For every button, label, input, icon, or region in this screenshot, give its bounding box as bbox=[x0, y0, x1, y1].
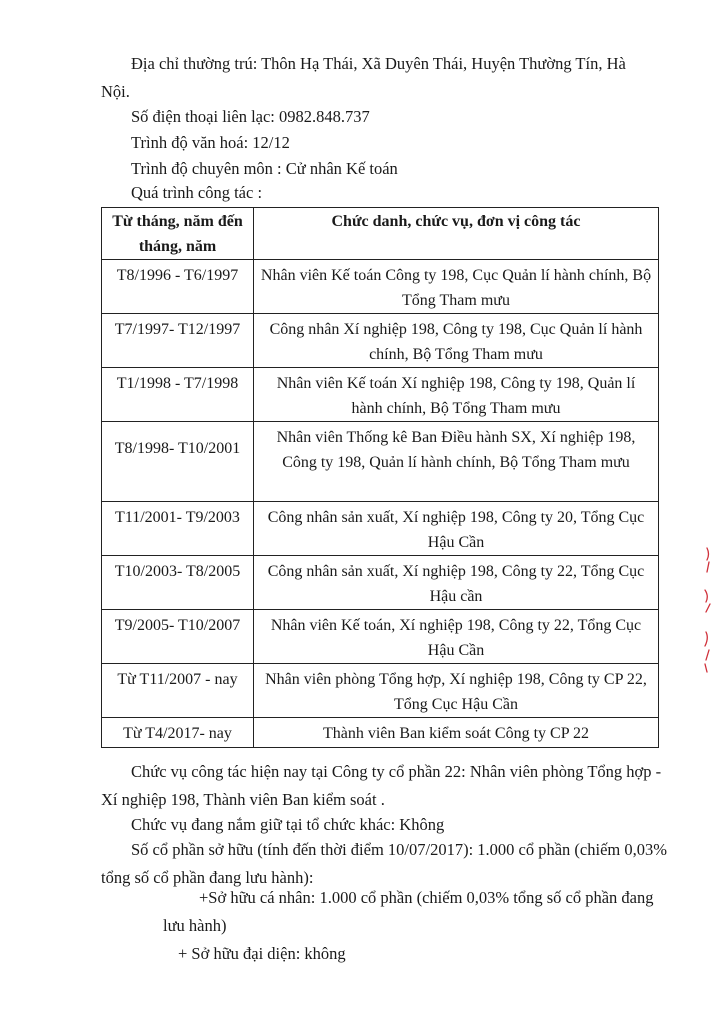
period-cell: T8/1998- T10/2001 bbox=[102, 422, 254, 502]
education-line: Trình độ văn hoá: 12/12 bbox=[131, 133, 290, 152]
work-history-table bbox=[101, 207, 659, 748]
other-org-position-line: Chức vụ đang nắm giữ tại tổ chức khác: Không bbox=[131, 815, 445, 834]
position-cell: Thành viên Ban kiểm soát Công ty CP 22 bbox=[254, 718, 659, 748]
period-cell: T7/1997- T12/1997 bbox=[102, 314, 254, 368]
period-cell: T11/2001- T9/2003 bbox=[102, 502, 254, 556]
table-row bbox=[102, 422, 659, 502]
table-row bbox=[102, 314, 659, 368]
margin-pen-marks bbox=[693, 540, 719, 680]
period-cell: T10/2003- T8/2005 bbox=[102, 556, 254, 610]
period-cell: Từ T11/2007 - nay bbox=[102, 664, 254, 718]
header-position: Chức danh, chức vụ, đơn vị công tác bbox=[254, 208, 659, 260]
table-row bbox=[102, 718, 659, 748]
position-cell: Công nhân sản xuất, Xí nghiệp 198, Công ty 22, Tổng Cục Hậu cần bbox=[254, 556, 659, 610]
period-cell: T1/1998 - T7/1998 bbox=[102, 368, 254, 422]
period-cell: T9/2005- T10/2007 bbox=[102, 610, 254, 664]
position-cell: Nhân viên Thống kê Ban Điều hành SX, Xí nghiệp 198, Công ty 198, Quản lí hành chính, Bộ Tổng Tham mưu bbox=[254, 422, 659, 502]
period-cell: Từ T4/2017- nay bbox=[102, 718, 254, 748]
table-row bbox=[102, 610, 659, 664]
table-row bbox=[102, 556, 659, 610]
profession-line: Trình độ chuyên môn : Cử nhân Kế toán bbox=[131, 159, 398, 178]
table-row bbox=[102, 664, 659, 718]
address-line-2: Nội. bbox=[101, 82, 130, 101]
representative-shares-line: + Sở hữu đại diện: không bbox=[178, 944, 346, 963]
table-row bbox=[102, 368, 659, 422]
phone-line: Số điện thoại liên lạc: 0982.848.737 bbox=[131, 107, 370, 126]
current-position-paragraph: Chức vụ công tác hiện nay tại Công ty cổ phần 22: Nhân viên phòng Tổng hợp - Xí nghiệp 198, Thành viên Ban kiểm soát . bbox=[101, 762, 662, 809]
shares-owned-paragraph: Số cổ phần sở hữu (tính đến thời điểm 10/07/2017): 1.000 cổ phần (chiếm 0,03% tổng số cổ phần đang lưu hành): bbox=[101, 840, 667, 887]
table-row bbox=[102, 260, 659, 314]
period-cell: T8/1996 - T6/1997 bbox=[102, 260, 254, 314]
position-cell: Nhân viên Kế toán, Xí nghiệp 198, Công ty 22, Tổng Cục Hậu Cần bbox=[254, 610, 659, 664]
position-cell: Nhân viên Kế toán Xí nghiệp 198, Công ty 198, Quản lí hành chính, Bộ Tổng Tham mưu bbox=[254, 368, 659, 422]
position-cell: Nhân viên phòng Tổng hợp, Xí nghiệp 198, Công ty CP 22, Tổng Cục Hậu Cần bbox=[254, 664, 659, 718]
table-header-row bbox=[102, 208, 659, 260]
table-row bbox=[102, 502, 659, 556]
position-cell: Nhân viên Kế toán Công ty 198, Cục Quản lí hành chính, Bộ Tổng Tham mưu bbox=[254, 260, 659, 314]
work-history-label: Quá trình công tác : bbox=[131, 183, 263, 202]
position-cell: Công nhân sản xuất, Xí nghiệp 198, Công ty 20, Tổng Cục Hậu Cần bbox=[254, 502, 659, 556]
header-period: Từ tháng, năm đến tháng, năm bbox=[102, 208, 254, 260]
personal-shares-paragraph: +Sở hữu cá nhân: 1.000 cổ phần (chiếm 0,03% tổng số cổ phần đang lưu hành) bbox=[163, 888, 654, 935]
address-line-1: Địa chỉ thường trú: Thôn Hạ Thái, Xã Duyên Thái, Huyện Thường Tín, Hà bbox=[131, 54, 626, 73]
position-cell: Công nhân Xí nghiệp 198, Công ty 198, Cục Quản lí hành chính, Bộ Tổng Tham mưu bbox=[254, 314, 659, 368]
